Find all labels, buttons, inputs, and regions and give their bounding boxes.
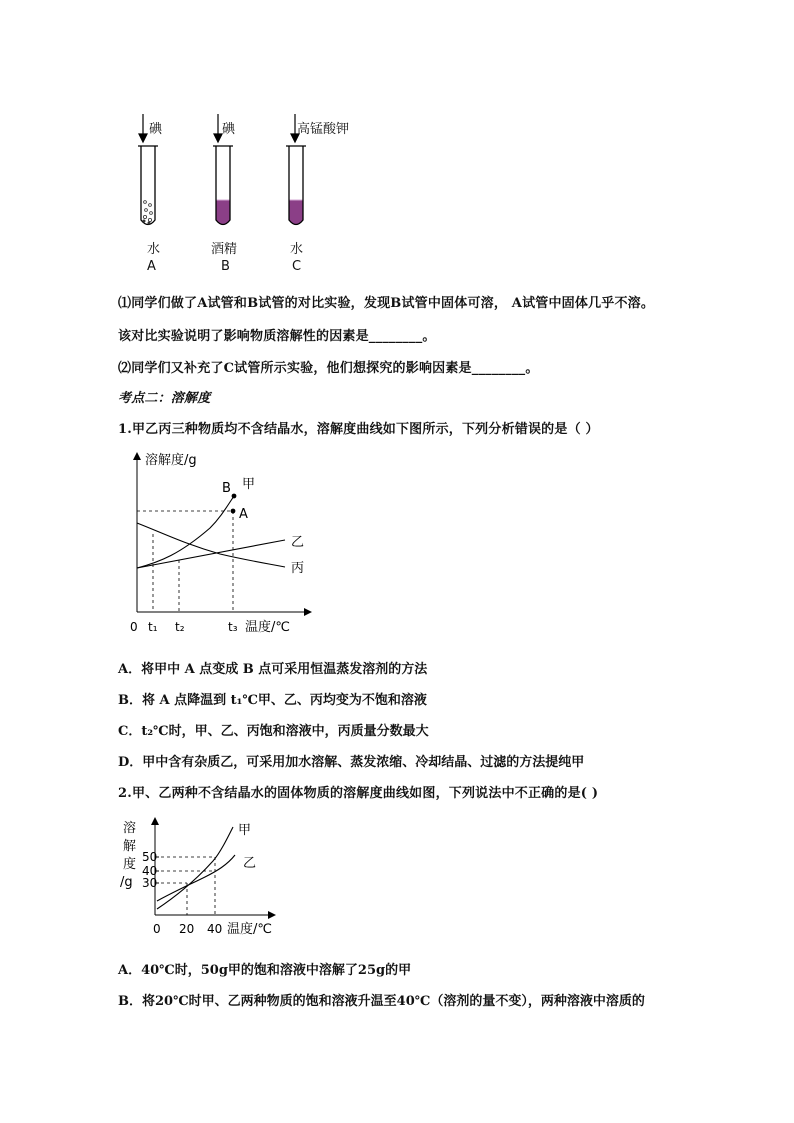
question1-stem: 1.甲乙丙三种物质均不含结晶水，溶解度曲线如下图所示，下列分析错误的是（ ）: [118, 422, 599, 437]
chart2-ylabel-4: /g: [120, 875, 133, 890]
section-title: 考点二：溶解度: [118, 391, 211, 406]
question2-option-b: B．将20℃时甲、乙两种物质的饱和溶液升温至40℃（溶剂的量不变），两种溶液中溶质的: [118, 994, 645, 1009]
tube-c-solvent: 水: [290, 242, 304, 257]
chart2-x-arrow: [268, 911, 276, 919]
tube-c-letter: C: [292, 259, 302, 274]
chart1-series-bing: 丙: [291, 561, 305, 576]
tube-a-reagent: 碘: [149, 122, 163, 137]
chart2-curve-jia: [157, 827, 233, 909]
chart1-series-yi: 乙: [291, 535, 305, 550]
chart1-series-jia: 甲: [242, 477, 256, 492]
chart1-xtick-t2: t₂: [175, 620, 185, 634]
chart1-ylabel: 溶解度/g: [145, 453, 197, 468]
tube-b-letter: B: [221, 259, 230, 274]
chart2-ytick-50: 50: [142, 850, 158, 864]
chart1-curve-yi: [137, 540, 285, 568]
chart1-curve-jia: [137, 496, 234, 568]
chart2-xtick-0: 0: [153, 922, 161, 936]
chart2-y-arrow: [151, 817, 159, 825]
question1-option-a: A．将甲中 A 点变成 B 点可采用恒温蒸发溶剂的方法: [118, 662, 428, 677]
chart1-xtick-0: 0: [130, 620, 138, 634]
tube-b: [213, 146, 233, 225]
chart1-xtick-t1: t₁: [148, 620, 158, 634]
chart1-xlabel: 温度/℃: [245, 620, 290, 635]
question-part1-line1: ⑴同学们做了A试管和B试管的对比实验，发现B试管中固体可溶， A试管中固体几乎不溶。: [118, 296, 655, 311]
tube-b-solvent: 酒精: [211, 242, 238, 257]
chart1-x-arrow: [304, 608, 312, 616]
chart1-xtick-t3: t₃: [228, 620, 238, 634]
question1-option-c: C．t₂℃时，甲、乙、丙饱和溶液中，丙质量分数最大: [118, 724, 429, 739]
chart2-xlabel: 温度/℃: [227, 922, 272, 937]
chart1-label-b: B: [222, 481, 231, 496]
question-part2: ⑵同学们又补充了C试管所示实验，他们想探究的影响因素是________。: [118, 361, 539, 376]
tube-a-letter: A: [147, 259, 156, 274]
question-part1-line2: 该对比实验说明了影响物质溶解性的因素是________。: [118, 329, 436, 344]
tube-c-reagent: 高锰酸钾: [297, 122, 350, 137]
question2-stem: 2.甲、乙两种不含结晶水的固体物质的溶解度曲线如图，下列说法中不正确的是( ): [118, 786, 599, 801]
chart1-label-a: A: [239, 507, 248, 522]
chart2-ytick-30: 30: [142, 876, 158, 890]
tube-c: [286, 146, 306, 225]
tube-b-reagent: 碘: [222, 122, 236, 137]
question1-option-d: D．甲中含有杂质乙，可采用加水溶解、蒸发浓缩、冷却结晶、过滤的方法提纯甲: [118, 755, 585, 770]
solubility-chart-2: [115, 815, 290, 945]
tube-a: [138, 146, 158, 225]
chart2-series-jia: 甲: [238, 823, 252, 838]
chart2-xtick-20: 20: [179, 922, 195, 936]
chart2-series-yi: 乙: [243, 856, 257, 871]
chart2-ylabel-3: 度: [123, 857, 137, 872]
chart1-point-a: [231, 509, 236, 514]
chart2-ytick-40: 40: [142, 864, 158, 878]
question2-option-a: A．40℃时，50g甲的饱和溶液中溶解了25g的甲: [118, 963, 412, 978]
question1-option-b: B．将 A 点降温到 t₁℃甲、乙、丙均变为不饱和溶液: [118, 693, 427, 708]
chart1-point-b: [232, 494, 237, 499]
chart2-ylabel-2: 解: [123, 839, 137, 854]
chart1-y-arrow: [133, 452, 141, 460]
solubility-chart-1: [120, 450, 320, 640]
chart2-xtick-40: 40: [207, 922, 223, 936]
chart2-ylabel-1: 溶: [123, 821, 137, 836]
arrow-icon: [139, 114, 299, 142]
tube-a-solvent: 水: [147, 242, 161, 257]
